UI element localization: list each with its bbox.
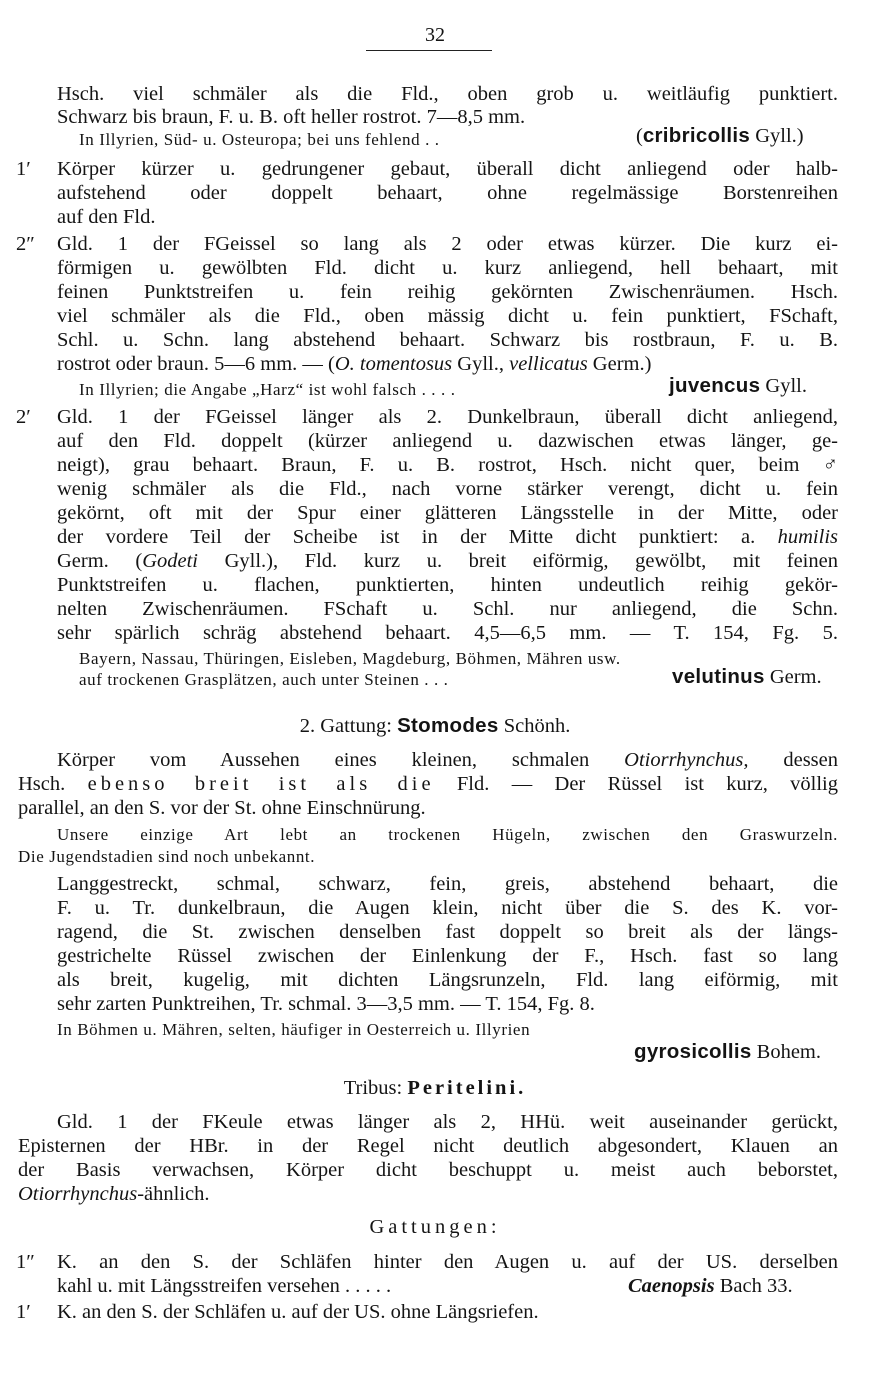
key-label: 1″ — [16, 1251, 35, 1273]
text-line: aufstehend oder doppelt behaart, ohne regelmässige Borstenreihen — [57, 182, 838, 204]
species-author: Bohem. — [751, 1041, 821, 1063]
text-line — [57, 748, 838, 772]
text-span: der vordere Teil der Scheibe ist in der Mitte dicht punktiert: a. — [57, 526, 778, 548]
text-span: -ähnlich. — [137, 1183, 210, 1205]
text-line: auf den Fld. doppelt (kürzer anliegend u. dazwischen etwas länger, ge- — [57, 430, 838, 452]
species-name: cribricollis — [642, 124, 751, 147]
species-author: Gyll. — [760, 375, 807, 397]
text-line: der Basis verwachsen, Körper dicht beschuppt u. meist auch beborstet, — [18, 1159, 838, 1181]
genus-reference: Bach 33. — [714, 1275, 793, 1297]
species-name-line — [634, 1040, 821, 1064]
species-name-italic: vellicatus — [509, 353, 588, 375]
locality-text: Bayern, Nassau, Thüringen, Eisleben, Magdeburg, Böhmen, Mähren usw. — [79, 649, 621, 668]
key-label: 1′ — [16, 1301, 31, 1323]
locality-text: In Illyrien, Süd- u. Osteuropa; bei uns fehlend . . — [79, 130, 440, 149]
locality-text: In Illyrien; die Angabe „Harz“ ist wohl falsch . . . . — [79, 380, 456, 399]
species-name: juvencus — [669, 374, 761, 397]
text-line: Körper kürzer u. gedrungener gebaut, überall dicht anliegend oder halb- — [57, 158, 838, 180]
text-line — [18, 1182, 210, 1206]
text-line: K. an den S. der Schläfen u. auf der US. ohne Längsriefen. — [57, 1301, 539, 1323]
text-line: ragend, die St. zwischen denselben fast doppelt so breit als der längs- — [57, 921, 838, 943]
genus-name: Stomodes — [397, 714, 499, 737]
text-line — [18, 772, 838, 796]
text-line: sehr zarten Punktreihen, Tr. schmal. 3—3,5 mm. — T. 154, Fg. 8. — [57, 993, 595, 1015]
text-line: sehr spärlich schräg abstehend behaart. 4,5—6,5 mm. — T. 154, Fg. 5. — [57, 622, 838, 644]
text-span: rostrot oder braun. 5—6 mm. — ( — [57, 353, 335, 375]
text-line: Gld. 1 der FGeissel länger als 2. Dunkelbraun, überall dicht anliegend, — [57, 406, 838, 428]
text-span: Fld. — Der Rüssel ist kurz, völlig — [434, 773, 838, 795]
text-line — [57, 549, 838, 573]
heading-prefix: Tribus: — [343, 1077, 408, 1099]
text-line: nelten Zwischenräumen. FSchaft u. Schl. nur anliegend, die Schn. — [57, 598, 838, 620]
text-line: als breit, kugelig, mit dichten Längsrunzeln, Fld. lang eiförmig, mit — [57, 969, 838, 991]
text-line: kahl u. mit Längsstreifen versehen . . . . . — [57, 1275, 392, 1297]
section-heading — [0, 714, 870, 738]
text-line: feinen Punktstreifen u. fein reihig gekörnten Zwischenräumen. Hsch. — [57, 281, 838, 303]
tribus-name: Peritelini. — [407, 1077, 527, 1099]
text-line: viel schmäler als die Fld., oben mässig dicht u. fein punktiert, FSchaft, — [57, 305, 838, 327]
heading-prefix: 2. Gattung: — [299, 715, 398, 737]
text-line — [79, 128, 440, 152]
text-line: förmigen u. gewölbten Fld. dicht u. kurz anliegend, hell behaart, mit — [57, 257, 838, 279]
key-label: 2′ — [16, 406, 31, 428]
text-line: wenig schmäler als die Fld., nach vorne stärker verengt, dicht u. fein — [57, 478, 838, 500]
text-line: Gld. 1 der FGeissel so lang als 2 oder etwas kürzer. Die kurz ei- — [57, 233, 838, 255]
genus-name: Caenopsis — [628, 1275, 715, 1297]
text-span: Germ. ( — [57, 550, 143, 572]
text-line: Hsch. viel schmäler als die Fld., oben grob u. weitläufig punktiert. — [57, 83, 838, 105]
genus-name-italic: Otiorrhynchus — [18, 1183, 138, 1205]
paren: ( — [636, 125, 643, 147]
species-name-line — [669, 374, 807, 398]
species-author: Gyll.) — [750, 125, 804, 147]
text-line: gestrichelte Rüssel zwischen der Einlenkung der F., Hsch. fast so lang — [57, 945, 838, 967]
species-name-line — [672, 665, 822, 689]
key-label: 1′ — [16, 158, 31, 180]
text-line: gekörnt, oft mit der Spur einer glätteren Längsstelle in der Mitte, oder — [57, 502, 838, 524]
text-line: neigt), grau behaart. Braun, F. u. B. rostrot, Hsch. nicht quer, beim ♂ — [57, 454, 838, 476]
text-line: Episternen der HBr. in der Regel nicht deutlich abgesondert, Klauen an — [18, 1135, 838, 1157]
locality-text: auf trockenen Grasplätzen, auch unter Steinen . . . — [79, 670, 449, 689]
text-line: Schwarz bis braun, F. u. B. oft heller rostrot. 7—8,5 mm. — [57, 106, 526, 128]
text-line: Gld. 1 der FKeule etwas länger als 2, HHü. weit auseinander gerückt, — [57, 1111, 838, 1133]
page-number: 32 — [425, 24, 445, 46]
text-line: Schl. u. Schn. lang abstehend behaart. Schwarz bis rostbraun, F. u. B. — [57, 329, 838, 351]
species-name: velutinus — [672, 665, 765, 688]
text-span: Gyll.), Fld. kurz u. breit eiförmig, gewölbt, mit feinen — [198, 550, 838, 572]
text-span: Germ.) — [587, 353, 652, 375]
species-name-line — [636, 124, 804, 148]
note-line: Unsere einzige Art lebt an trockenen Hügeln, zwischen den Graswurzeln. — [57, 825, 838, 844]
genus-name-line — [628, 1274, 793, 1298]
subsection-heading: Gattungen: — [369, 1216, 501, 1238]
species-name-italic: O. tomentosus — [334, 353, 453, 375]
text-line: auf den Fld. — [57, 206, 156, 228]
key-label: 2″ — [16, 233, 35, 255]
text-line: K. an den S. der Schläfen hinter den Augen u. auf der US. derselben — [57, 1251, 838, 1273]
species-name-italic: humilis — [777, 526, 838, 548]
locality-text: In Böhmen u. Mähren, selten, häufiger in Oesterreich u. Illyrien — [57, 1020, 531, 1039]
header-rule — [366, 50, 492, 51]
genus-author: Schönh. — [498, 715, 571, 737]
text-line — [57, 352, 651, 376]
text-span: Hsch. — [18, 773, 88, 795]
section-heading — [0, 1076, 870, 1100]
species-name: gyrosicollis — [634, 1040, 752, 1063]
text-span: Gyll., — [452, 353, 510, 375]
text-line: parallel, an den S. vor der St. ohne Einschnürung. — [18, 797, 426, 819]
species-name-italic: Godeti — [142, 550, 198, 572]
text-line: Langgestreckt, schmal, schwarz, fein, greis, abstehend behaart, die — [57, 873, 838, 895]
text-span: Körper vom Aussehen eines kleinen, schmalen — [57, 749, 625, 771]
species-author: Germ. — [764, 666, 822, 688]
text-line — [57, 525, 838, 549]
genus-name-italic: Otiorrhynchus, — [624, 749, 749, 771]
note-line: Die Jugendstadien sind noch unbekannt. — [18, 847, 316, 866]
text-line: Punktstreifen u. flachen, punktierten, hinten undeutlich reihig gekör- — [57, 574, 838, 596]
spaced-emphasis: ebenso breit ist als die — [87, 773, 435, 795]
text-line: F. u. Tr. dunkelbraun, die Augen klein, nicht über die S. des K. vor- — [57, 897, 838, 919]
text-span: dessen — [748, 749, 838, 771]
